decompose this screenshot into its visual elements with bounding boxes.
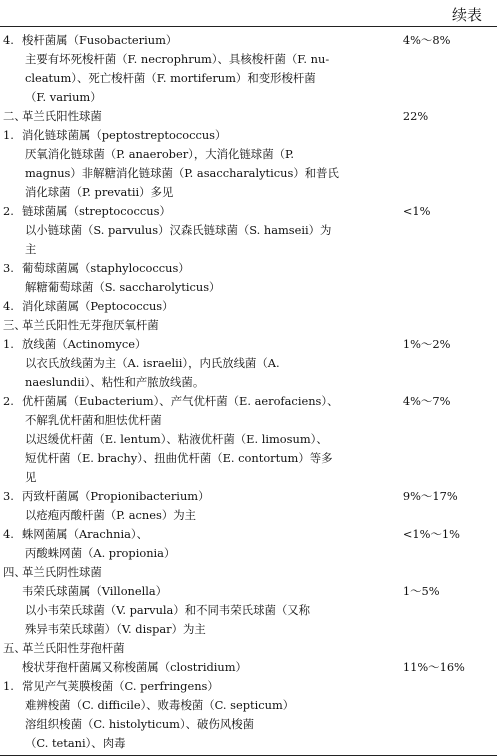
- organism-cell: [0, 316, 393, 335]
- rate-cell: [393, 639, 497, 658]
- organism-description: （F. varium）: [25, 90, 102, 104]
- item-number: 五、: [3, 641, 26, 655]
- table-row: [0, 335, 497, 392]
- item-number: 4.: [3, 299, 14, 313]
- rate-cell: 1%～2%: [402, 337, 451, 351]
- organism-cell: [0, 126, 393, 202]
- table-row: [0, 563, 497, 582]
- organism-cell: [0, 639, 393, 658]
- organism-description: 解糖葡萄球菌（S. saccharolyticus）: [25, 280, 221, 294]
- item-number: 4.: [3, 527, 14, 541]
- table-row: [0, 31, 497, 107]
- rate-cell: <1%～1%: [402, 527, 460, 541]
- organism-title: 优杆菌属（Eubacterium）、产气优杆菌（E. aerofaciens）、: [22, 394, 339, 408]
- organism-title: 梭状芽孢杆菌属又称梭菌属（clostridium）: [22, 660, 247, 674]
- table-row: [0, 525, 497, 563]
- item-number: 二、: [3, 109, 26, 123]
- table-row: [0, 582, 497, 639]
- organism-title: 消化链球菌属（peptostreptococcus）: [22, 128, 227, 142]
- organism-title: 葡萄球菌属（staphylococcus）: [22, 261, 190, 275]
- organism-cell: [0, 202, 393, 259]
- organism-cell: [0, 658, 393, 677]
- item-number: 2.: [3, 394, 14, 408]
- organism-cell: [0, 392, 393, 487]
- item-number: 三、: [3, 318, 26, 332]
- table-row: [0, 126, 497, 202]
- organism-description: cleatum）、死亡梭杆菌（F. mortiferum）和变形梭杆菌: [25, 71, 316, 85]
- item-number: 3.: [3, 261, 14, 275]
- table-row: [0, 392, 497, 487]
- organism-description: 短优杆菌（E. brachy）、扭曲优杆菌（E. contortum）等多: [25, 451, 333, 465]
- organism-description: 见: [25, 470, 37, 484]
- organism-cell: [0, 335, 393, 392]
- rate-cell: 4%～8%: [402, 33, 451, 47]
- organism-title: 梭杆菌属（Fusobacterium）: [22, 33, 178, 47]
- table-row: [0, 639, 497, 658]
- organism-cell: [0, 297, 393, 316]
- item-number: [3, 658, 22, 677]
- organism-description: 不解乳优杆菌和胆怯优杆菌: [25, 413, 162, 427]
- organism-description: 丙酸蛛网菌（A. propionia）: [25, 546, 176, 560]
- organism-cell: [0, 563, 393, 582]
- rate-cell: [393, 297, 497, 316]
- rate-cell: 1～5%: [402, 584, 440, 598]
- item-number: 2.: [3, 204, 14, 218]
- organism-title: 链球菌属（streptococcus）: [22, 204, 171, 218]
- organism-title: 蛛网菌属（Arachnia）、: [22, 527, 148, 541]
- organism-cell: [0, 525, 393, 563]
- organism-description: 以迟缓优杆菌（E. lentum）、粘液优杆菌（E. limosum）、: [25, 432, 328, 446]
- table-row: [0, 259, 497, 297]
- organism-description: magnus）非解糖消化链球菌（P. asaccharalyticus）和普氏: [25, 166, 339, 180]
- rate-cell: [393, 316, 497, 335]
- organism-description: 主: [25, 242, 37, 256]
- table-row: [0, 658, 497, 677]
- organism-description: 以小链球菌（S. parvulus）汉森氏链球菌（S. hamseii）为: [25, 223, 332, 237]
- organism-title: 革兰氏阳性无芽孢厌氧杆菌: [22, 318, 159, 332]
- organism-cell: [0, 582, 393, 639]
- organism-title: 革兰氏阴性球菌: [22, 565, 102, 579]
- organism-cell: [0, 31, 393, 107]
- organism-description: （C. tetani）、肉毒: [25, 736, 126, 750]
- rate-cell: [393, 259, 497, 297]
- organism-description: 溶组织梭菌（C. histolyticum）、破伤风梭菌: [25, 717, 255, 731]
- item-number: 四、: [3, 565, 26, 579]
- item-number: 1.: [3, 337, 14, 351]
- table-row: [0, 202, 497, 259]
- rate-cell: 9%～17%: [402, 489, 458, 503]
- organism-description: 难辨梭菌（C. difficile）、败毒梭菌（C. septicum）: [25, 698, 295, 712]
- organism-cell: [0, 487, 393, 525]
- organism-title: 放线菌（Actinomyce）: [22, 337, 147, 351]
- bacteria-table: [0, 26, 497, 756]
- organism-description: 殊异韦荣氏球菌）（V. dispar）为主: [25, 622, 206, 636]
- organism-description: 消化球菌（P. prevatii）多见: [25, 185, 174, 199]
- rate-cell: 22%: [402, 109, 429, 123]
- organism-title: 消化球菌属（Peptococcus）: [22, 299, 174, 313]
- table-row: [0, 677, 497, 756]
- organism-cell: [0, 677, 393, 756]
- organism-cell: [0, 259, 393, 297]
- item-number: 4.: [3, 33, 14, 47]
- organism-description: 以衣氏放线菌为主（A. israelii），内氏放线菌（A.: [25, 356, 280, 370]
- organism-description: 厌氧消化链球菌（P. anaerober），大消化链球菌（P.: [25, 147, 294, 161]
- organism-title: 常见产气荚膜梭菌（C. perfringens）: [22, 679, 219, 693]
- table-row: [0, 297, 497, 316]
- continued-label: 续表: [451, 6, 482, 24]
- table-row: [0, 487, 497, 525]
- rate-cell: 11%～16%: [402, 660, 465, 674]
- rate-cell: <1%: [402, 204, 431, 218]
- organism-description: 主要有坏死梭杆菌（F. necrophrum）、具核梭杆菌（F. nu-: [25, 52, 330, 66]
- rate-cell: [393, 677, 497, 756]
- rate-cell: [393, 563, 497, 582]
- item-number: 3.: [3, 489, 14, 503]
- organism-description: naeslundii）、粘性和产脓放线菌。: [25, 375, 205, 389]
- item-number: 1.: [3, 679, 14, 693]
- table-row: [0, 316, 497, 335]
- organism-title: 丙致杆菌属（Propionibacterium）: [22, 489, 210, 503]
- organism-title: 革兰氏阳性球菌: [22, 109, 102, 123]
- rate-cell: [393, 126, 497, 202]
- organism-title: 韦荣氏球菌属（Villonella）: [22, 584, 168, 598]
- organism-title: 革兰氏阳性芽孢杆菌: [22, 641, 125, 655]
- item-number: [3, 582, 22, 601]
- organism-cell: [0, 107, 393, 126]
- table-row: [0, 107, 497, 126]
- organism-description: 以疮疱丙酸杆菌（P. acnes）为主: [25, 508, 196, 522]
- rate-cell: 4%～7%: [402, 394, 451, 408]
- organism-description: 以小韦荣氏球菌（V. parvula）和不同韦荣氏球菌（又称: [25, 603, 311, 617]
- item-number: 1.: [3, 128, 14, 142]
